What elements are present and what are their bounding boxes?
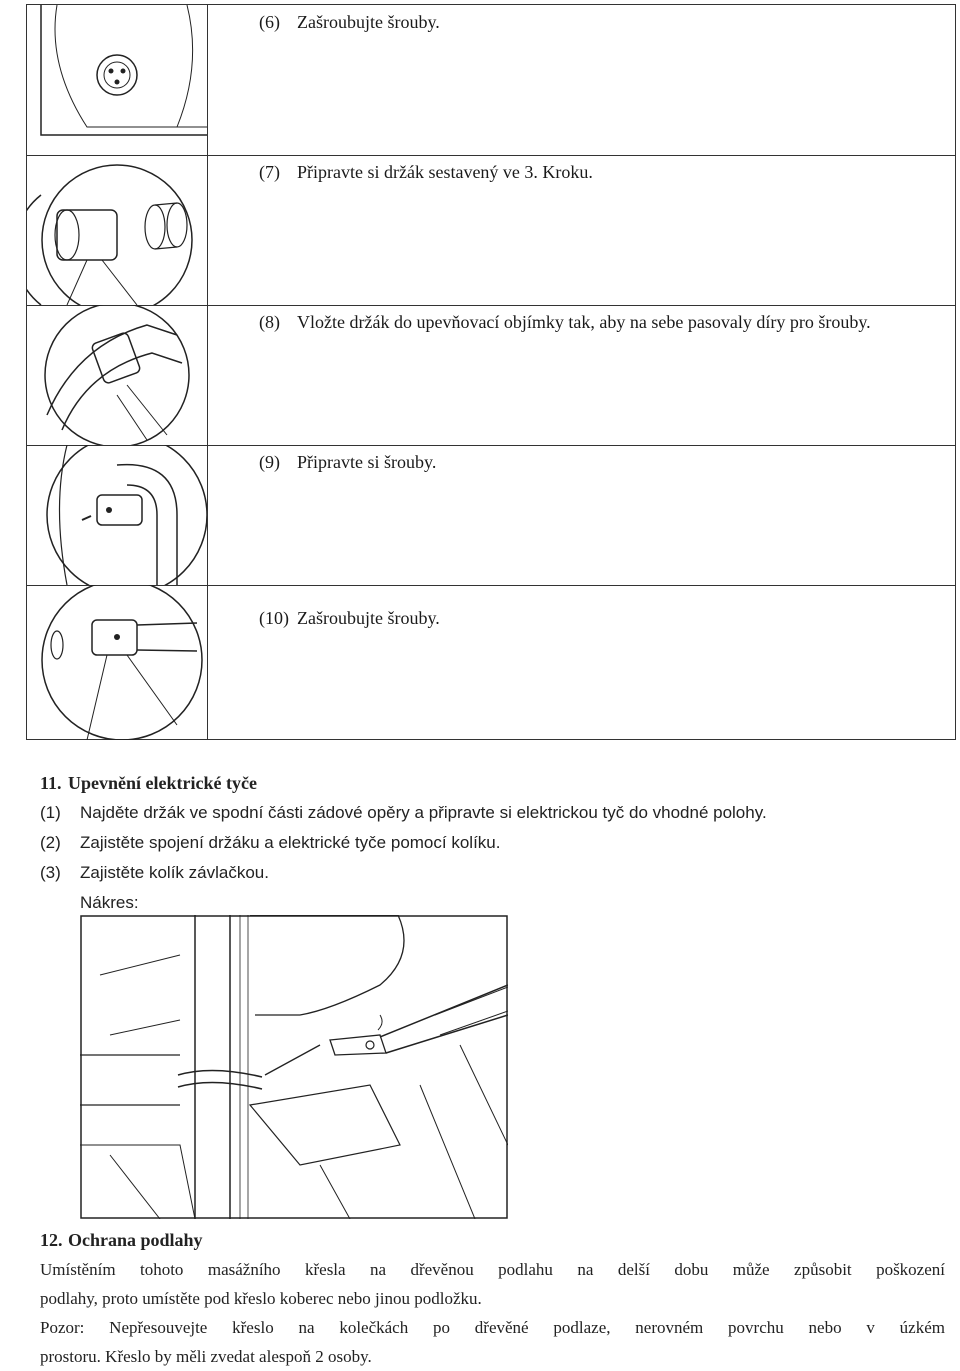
step-description: Zašroubujte šrouby. [297,608,440,628]
step-text [259,309,949,335]
paragraph-line: prostoru. Křeslo by měli zvedat alespoň 2 osoby. [40,1347,372,1366]
insert-holder-icon [27,305,207,445]
section-number: 11. [40,773,62,793]
screw-tighten-icon [27,585,207,740]
section-11-heading [40,768,945,798]
step-row [27,155,955,306]
step-text [259,605,949,631]
step-description: Připravte si šrouby. [297,452,437,472]
item-number: (2) [40,833,61,852]
step-text [259,9,949,35]
section-11-item [40,828,945,858]
tube-holder-icon [27,155,207,305]
step-number: (10) [259,608,289,628]
item-text: Zajistěte kolík závlačkou. [80,863,269,882]
item-number: (1) [40,803,61,822]
drawing-label: Nákres: [80,893,139,912]
section-11 [40,768,945,918]
step-image-cell [27,445,208,585]
section-title: Ochrana podlahy [68,1230,203,1250]
section-11-item [40,858,945,888]
step-description: Připravte si držák sestavený ve 3. Kroku. [297,162,593,182]
step-description: Zašroubujte šrouby. [297,12,440,32]
step-image-cell [27,305,208,445]
section-number: 12. [40,1230,63,1250]
screw-prepare-icon [27,445,207,585]
section-11-item [40,798,945,828]
step-row [27,5,955,156]
paragraph-line: Umístěním tohoto masážního křesla na dřevěnou podlahu na delší dobu může způsobit poškození [40,1260,945,1279]
steps-table [26,4,956,740]
electric-rod-drawing [80,915,508,1219]
step-description: Vložte držák do upevňovací objímky tak, aby na sebe pasovaly díry pro šrouby. [297,312,871,332]
section-title: Upevnění elektrické tyče [68,773,257,793]
paragraph-line: Pozor: Nepřesouvejte křeslo na kolečkách po dřevěné podlaze, nerovném povrchu nebo v úzkém [40,1318,945,1337]
step-row [27,445,955,586]
step-number: (9) [259,452,280,472]
step-row [27,585,955,740]
item-text: Najděte držák ve spodní části zádové opěry a připravte si elektrickou tyč do vhodné polohy. [80,803,767,822]
step-number: (8) [259,312,280,332]
step-image-cell [27,155,208,305]
section-12 [40,1225,945,1371]
connector-socket-icon [27,5,207,155]
step-text [259,159,949,185]
section-12-heading [40,1225,945,1255]
step-image-cell [27,585,208,740]
floor-protection-paragraph [40,1255,945,1371]
paragraph-line: podlahy, proto umístěte pod křeslo koberec nebo jinou podložku. [40,1289,482,1308]
step-number: (7) [259,162,280,182]
step-image-cell [27,5,208,155]
item-text: Zajistěte spojení držáku a elektrické tyče pomocí kolíku. [80,833,501,852]
step-row [27,305,955,446]
step-text [259,449,949,475]
item-number: (3) [40,863,61,882]
step-number: (6) [259,12,280,32]
